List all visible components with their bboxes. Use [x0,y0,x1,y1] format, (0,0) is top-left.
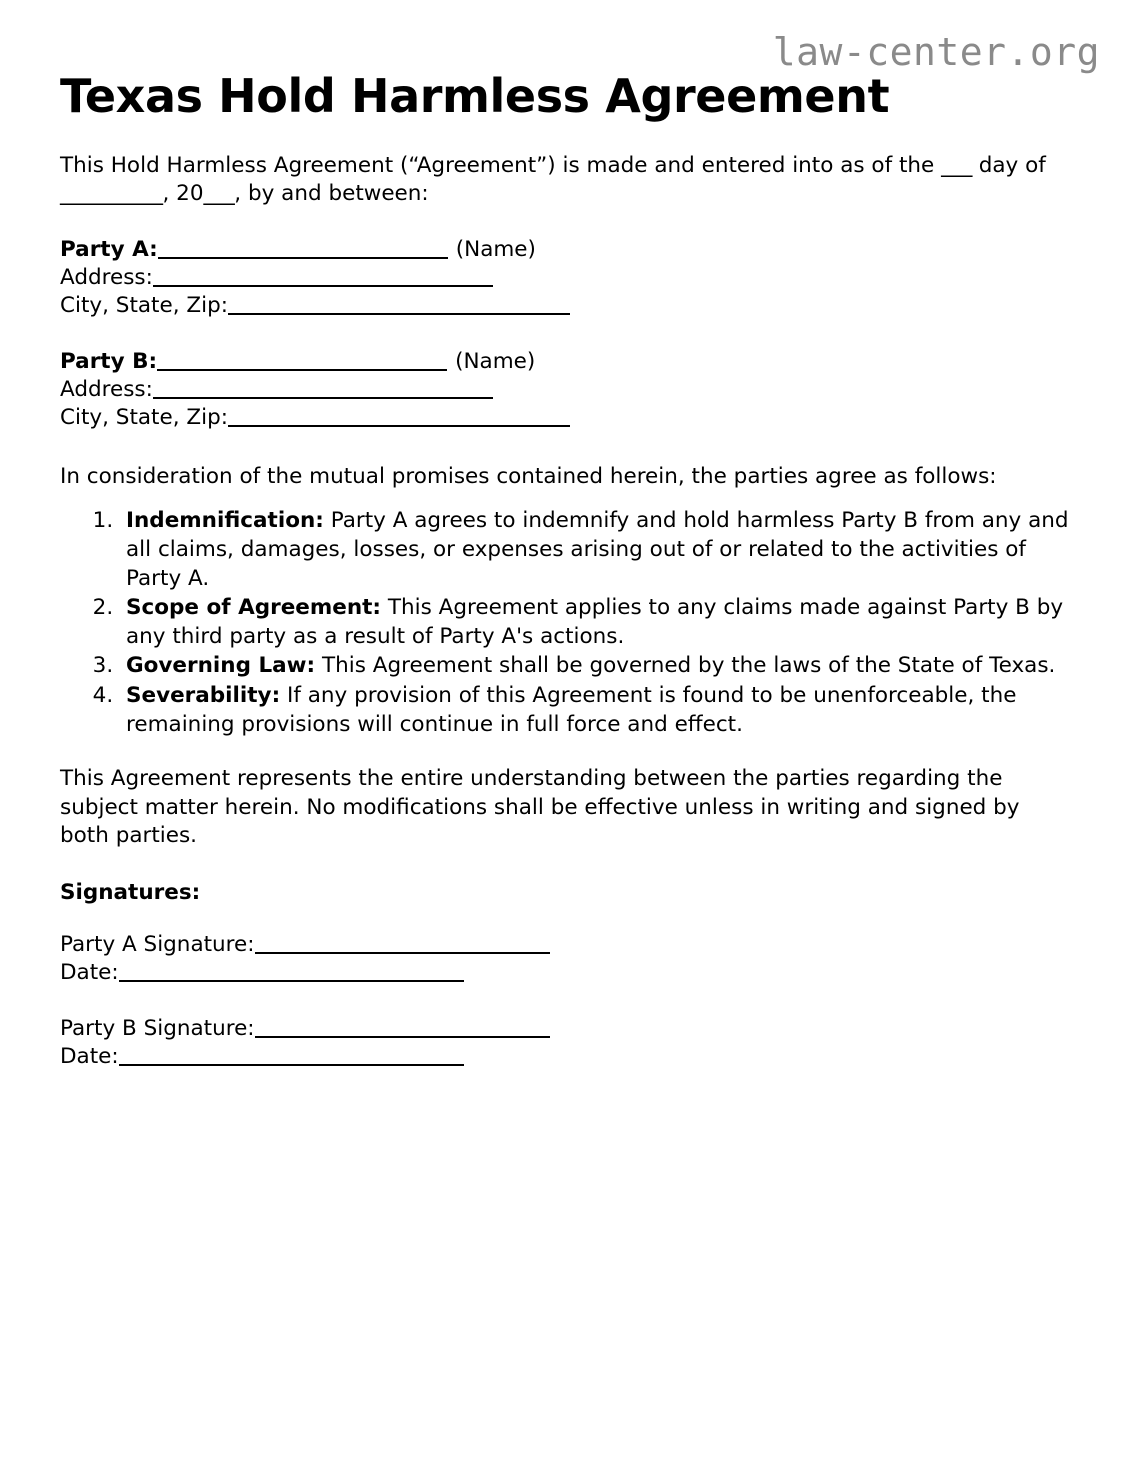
party-a-address-field[interactable] [153,285,493,287]
party-a-name-line [60,236,1073,264]
party-a-date-field[interactable] [119,980,464,982]
closing-paragraph: This Agreement represents the entire understanding between the parties regarding the subject matter herein. No modifications shall be effective unless in writing and signed by both parties. [60,766,1020,848]
party-b-city-label: City, State, Zip: [60,405,228,431]
intro-text-part4: , by and between: [234,181,429,207]
clause-title: Indemnification: [126,508,324,534]
party-b-city-field[interactable] [228,425,570,427]
party-a-name-field[interactable] [158,257,448,259]
party-a-date-line [60,959,1073,987]
intro-paragraph [60,152,1060,209]
party-b-date-label: Date: [60,1044,119,1070]
party-b-name-tag: (Name) [455,349,536,375]
party-a-signature-label: Party A Signature: [60,932,255,958]
party-a-address-label: Address: [60,265,153,291]
page-title: Texas Hold Harmless Agreement [60,69,890,123]
party-a-label: Party A: [60,237,158,263]
party-a-city-label: City, State, Zip: [60,293,228,319]
party-a-signature-line [60,931,1073,959]
party-b-address-line [60,376,1073,404]
list-item [120,594,1073,651]
intro-text-part1: This Hold Harmless Agreement (“Agreement”) is made and entered into as of the [60,152,942,178]
party-b-signature-label: Party B Signature: [60,1016,255,1042]
party-a-date-label: Date: [60,960,119,986]
intro-text-part2: day of [971,152,1046,178]
blank-month: __________ [60,181,163,207]
clause-body: Party A agrees to indemnify and hold harmless Party B from any and all claims, damages, losses, or expenses arising out of or related to the activities of Party A. [126,508,1069,591]
party-b-label: Party B: [60,349,158,375]
list-item [120,652,1073,681]
intro-text-part3: , 20 [162,181,204,207]
party-b-block [60,348,1073,432]
party-a-signature-field[interactable] [255,952,550,954]
consideration-paragraph: In consideration of the mutual promises contained herein, the parties agree as follows: [60,464,997,490]
list-item [120,682,1073,739]
list-item [120,507,1073,593]
party-a-city-field[interactable] [228,313,570,315]
party-a-block [60,236,1073,320]
clauses-list [60,507,1073,739]
party-a-city-line [60,292,1073,320]
party-b-address-label: Address: [60,377,153,403]
party-b-name-field[interactable] [157,369,447,371]
clause-title: Severability: [126,682,281,708]
site-watermark: law-center.org [772,30,1100,74]
party-b-city-line [60,404,1073,432]
clause-body: If any provision of this Agreement is found to be unenforceable, the remaining provisions will continue in full force and effect. [126,682,1017,737]
blank-day: ___ [941,152,972,178]
party-b-signature-group [60,1015,1073,1071]
party-a-address-line [60,264,1073,292]
party-b-signature-line [60,1015,1073,1043]
party-b-date-line [60,1043,1073,1071]
clause-body: This Agreement shall be governed by the laws of the State of Texas. [315,653,1056,679]
party-b-signature-field[interactable] [255,1036,550,1038]
blank-year: ___ [203,181,235,207]
signatures-heading: Signatures: [60,880,201,906]
party-b-date-field[interactable] [119,1064,464,1066]
clause-body: This Agreement applies to any claims made against Party B by any third party as a result of Party A's actions. [126,595,1064,649]
clause-title: Scope of Agreement: [126,595,382,621]
party-b-address-field[interactable] [153,397,493,399]
clause-title: Governing Law: [126,653,316,679]
party-b-name-line [60,348,1073,376]
party-a-name-tag: (Name) [455,237,536,263]
party-a-signature-group [60,931,1073,987]
